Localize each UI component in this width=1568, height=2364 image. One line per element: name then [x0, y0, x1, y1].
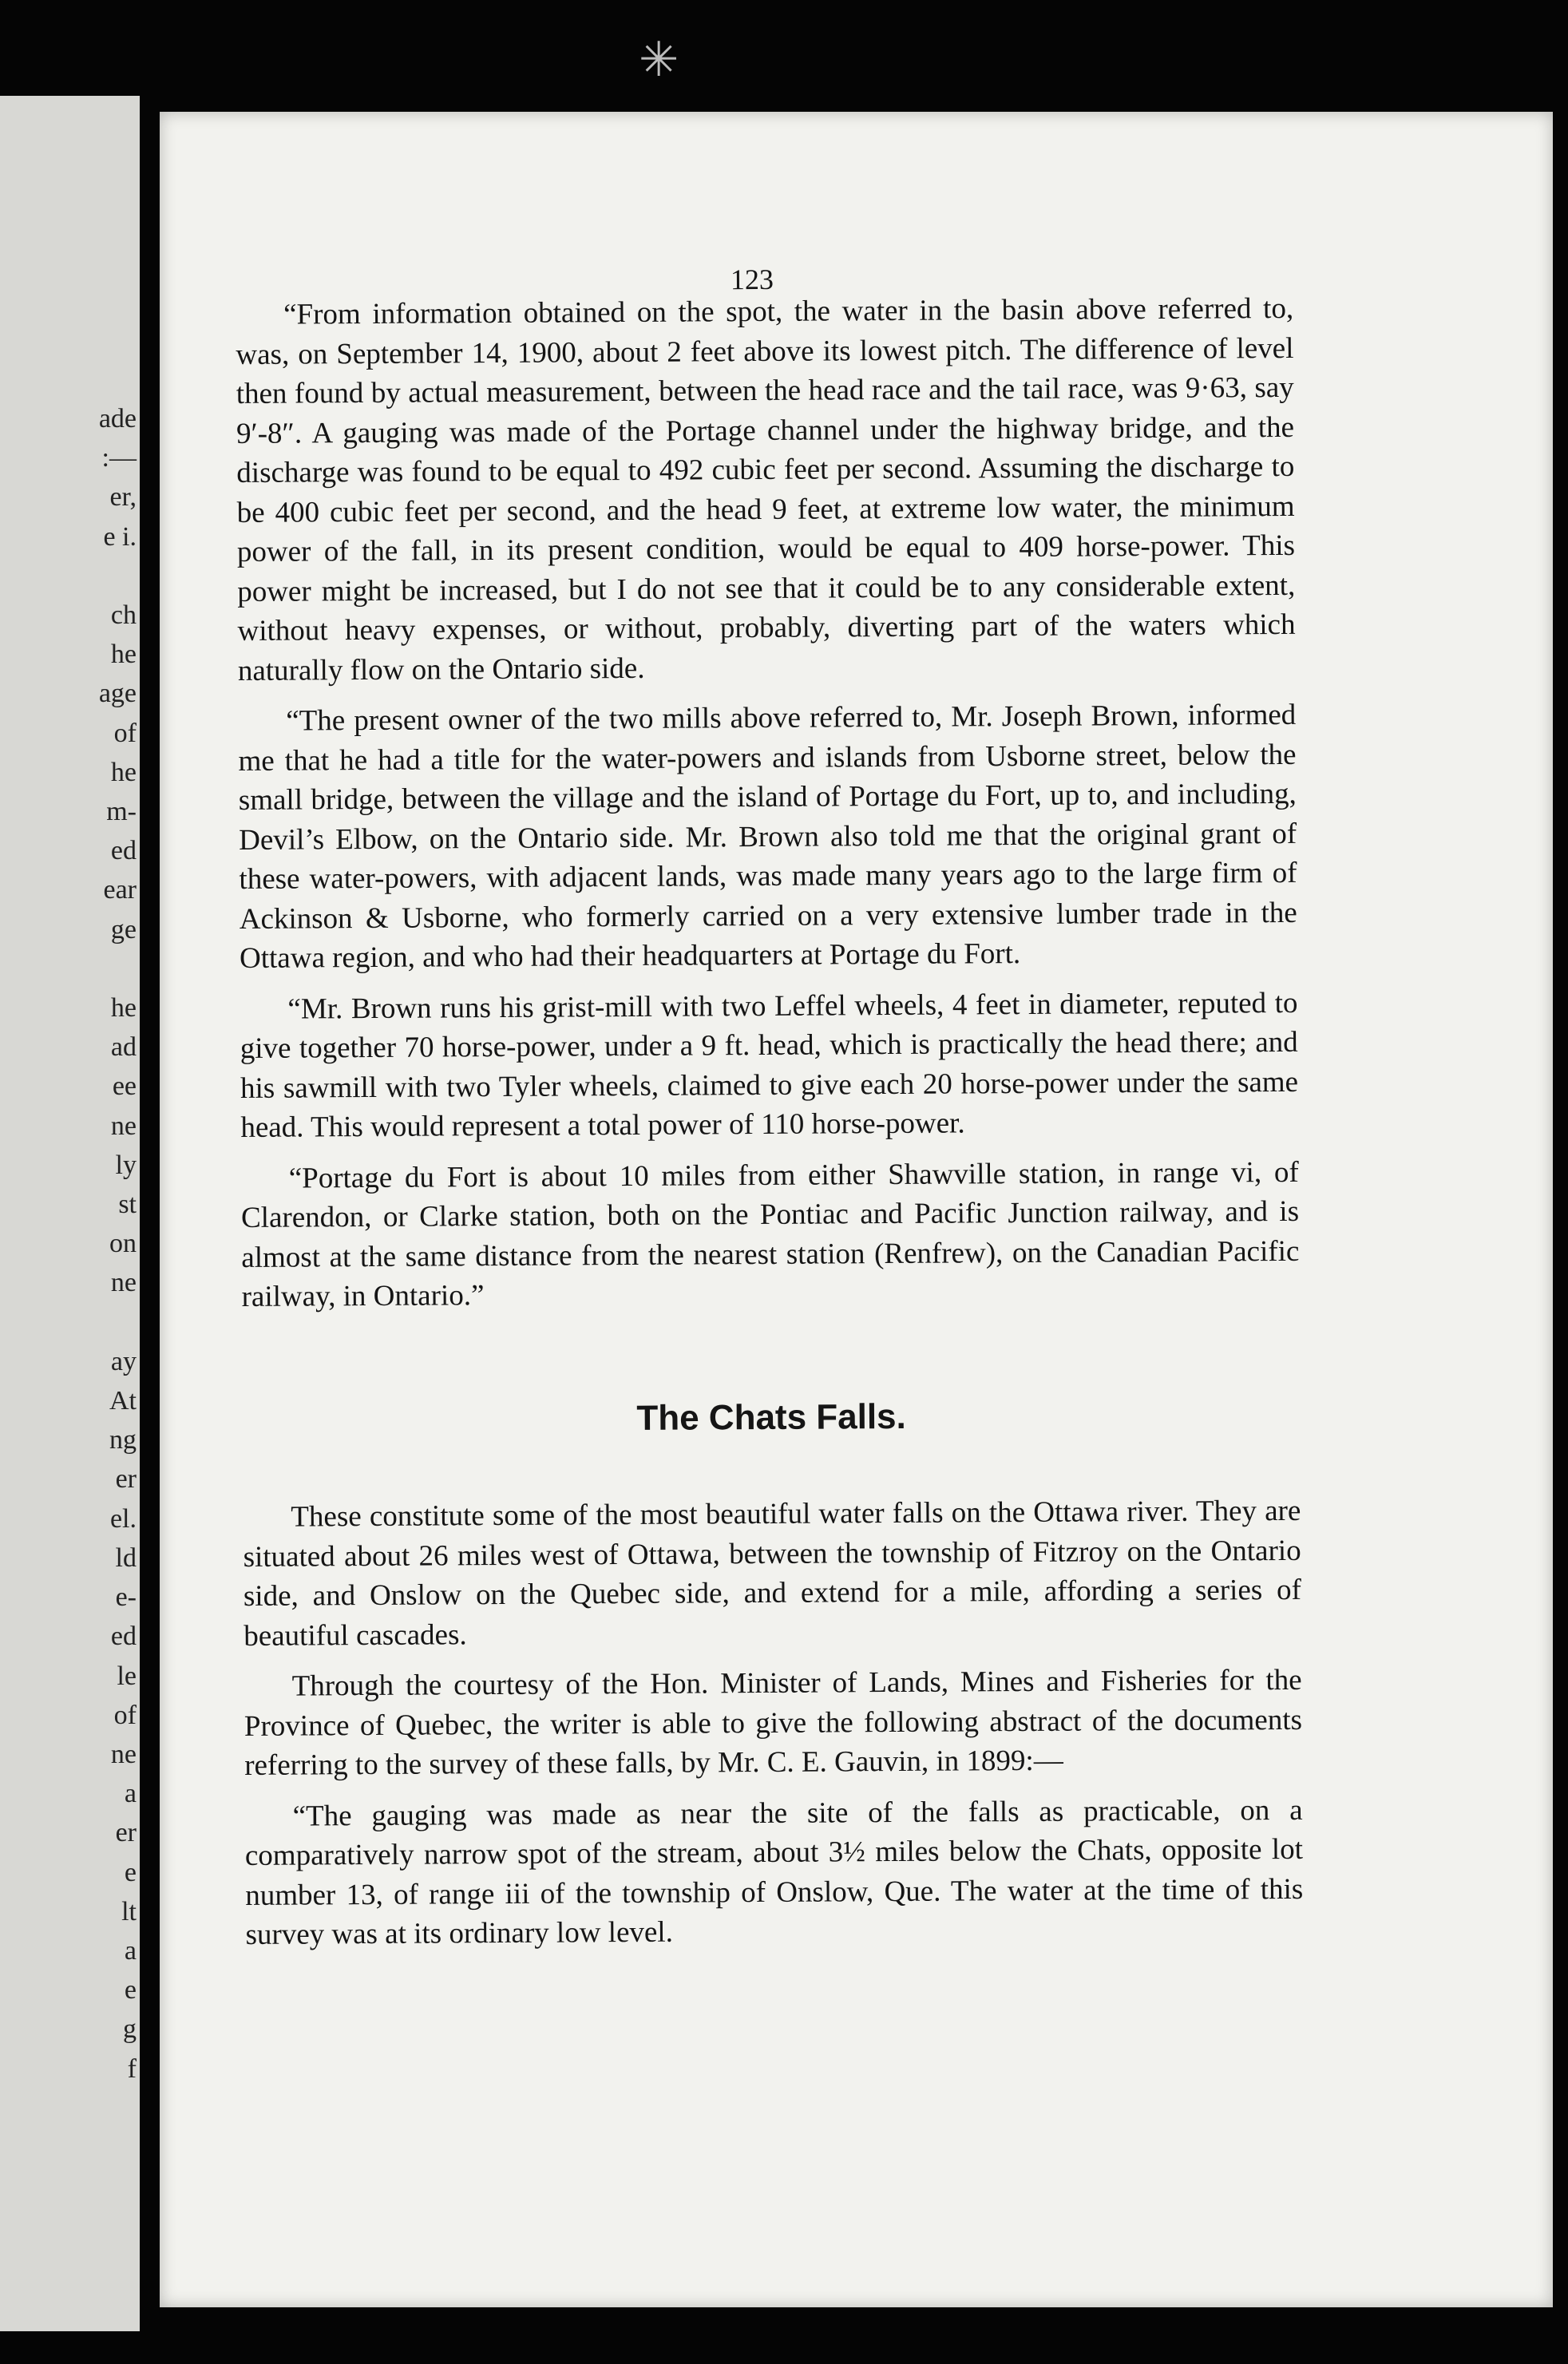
- paragraph: “The gauging was made as near the site of the falls as practicable, on a comparatively narrow spot of the stream, about 3½ miles below the Chats, opposite lot number 13, of range iii of the township of Onslow, Que. The water at the time of this survey was at its ordinary low level.: [244, 1793, 1304, 1951]
- left-facing-page: [0, 96, 140, 2331]
- paragraph: Through the courtesy of the Hon. Minister of Lands, Mines and Fisheries for the Province of Quebec, the writer is able to give the following abstract of the documents referring to the survey of these falls, by Mr. C. E. Gauvin, in 1899:—: [244, 1663, 1303, 1782]
- left-page-cut-off-text: ade :— er, e i. ch he age of he m- ed ear ge he ad ee ne ly st on ne ay At ng er el. ld e- ed le of ne a er e lt a e g f: [98, 404, 137, 2084]
- paragraph: These constitute some of the most beautiful water falls on the Ottawa river. They are situated about 26 miles west of Ottawa, between the township of Fitzroy on the Ontario side, and Onslow on the Quebec side, and extend for a mile, affording a series of beautiful cascades.: [243, 1494, 1302, 1653]
- page-number: 123: [730, 263, 774, 296]
- book-page: [160, 112, 1553, 2307]
- paragraph: “From information obtained on the spot, the water in the basin above referred to, was, on September 14, 1900, about 2 feet above its lowest pitch. The difference of level then found by actual measurement, between the head race and the tail race, was 9·63, say 9′-8″. A gauging was made of the Portage channel under the highway bridge, and the discharge was found to be equal to 492 cubic feet per second. Assuming the discharge to be 400 cubic feet per second, and the head 9 feet, at extreme low water, the minimum power of the fall, in its present condition, would be equal to 409 horse-power. This power might be increased, but I do not see that it could be to any considerable extent, without heavy expenses, or without, probably, diverting part of the waters which naturally flow on the Ontario side.: [236, 291, 1296, 687]
- paragraph: “Portage du Fort is about 10 miles from either Shawville station, in range vi, of Clarendon, or Clarke station, both on the Pontiac and Pacific Junction railway, and is almost at the same distance from the nearest station (Renfrew), on the Canadian Pacific railway, in Ontario.”: [240, 1155, 1300, 1313]
- page-content: [236, 263, 1304, 1966]
- section-title: The Chats Falls.: [636, 1396, 906, 1438]
- paragraph: “The present owner of the two mills above referred to, Mr. Joseph Brown, informed me that he had a title for the water-powers and islands from Usborne street, below the small bridge, between the village and the island of Portage du Fort, up to, and including, Devil’s Elbow, on the Ontario side. Mr. Brown also told me that the original grant of these water-powers, with adjacent lands, was made many years ago to the large firm of Ackinson & Usborne, who formerly carried on a very extensive lumber trade in the Ottawa region, and who had their headquarters at Portage du Fort.: [238, 698, 1297, 975]
- scan-artifact-icon: ✳: [639, 32, 679, 88]
- paragraph: “Mr. Brown runs his grist-mill with two Leffel wheels, 4 feet in diameter, reputed to give together 70 horse-power, under a 9 ft. head, which is practically the head there; and his sawmill with two Tyler wheels, claimed to give each 20 horse-power under the same head. This would represent a total power of 110 horse-power.: [240, 986, 1299, 1144]
